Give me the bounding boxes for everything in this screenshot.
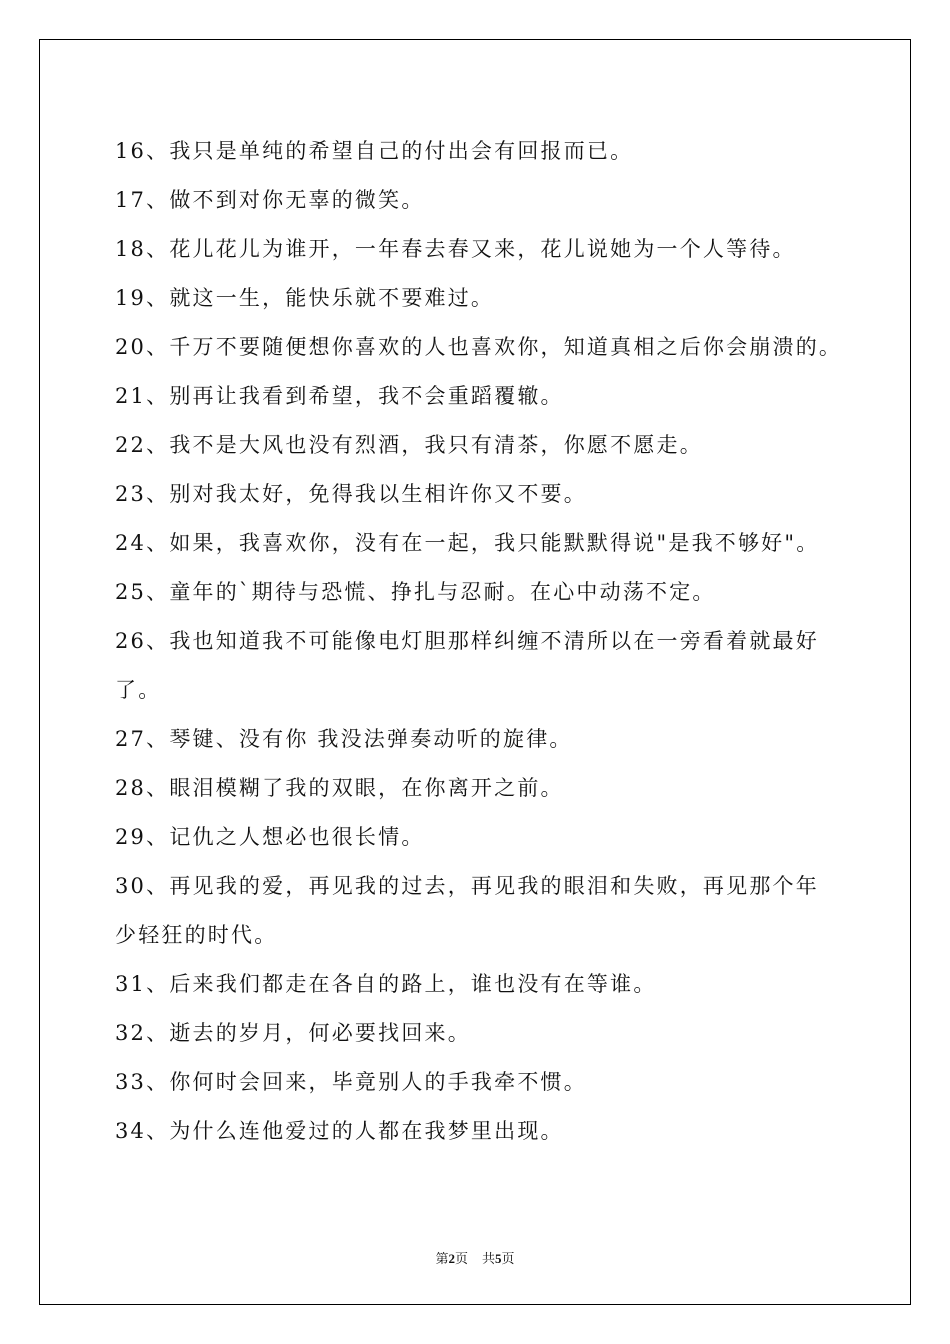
page-unit: 页 — [454, 1251, 468, 1266]
page-total: 5 — [495, 1251, 502, 1266]
text-line: 32、逝去的岁月，何必要找回来。 — [115, 1021, 471, 1045]
text-line: 了。 — [115, 678, 162, 702]
document-body — [115, 131, 855, 1160]
text-line: 33、你何时会回来，毕竟别人的手我牵不惯。 — [115, 1070, 587, 1094]
text-line: 24、如果，我喜欢你，没有在一起，我只能默默得说"是我不够好"。 — [115, 531, 820, 555]
text-line: 26、我也知道我不可能像电灯胆那样纠缠不清所以在一旁看着就最好 — [115, 629, 819, 653]
text-line: 31、后来我们都走在各自的路上，谁也没有在等谁。 — [115, 972, 657, 996]
total-unit: 页 — [501, 1251, 515, 1266]
text-line: 23、别对我太好，免得我以生相许你又不要。 — [115, 482, 587, 506]
text-line: 22、我不是大风也没有烈酒，我只有清茶，你愿不愿走。 — [115, 433, 703, 457]
text-line: 17、做不到对你无辜的微笑。 — [115, 188, 425, 212]
text-line: 34、为什么连他爱过的人都在我梦里出现。 — [115, 1119, 564, 1143]
text-line: 16、我只是单纯的希望自己的付出会有回报而已。 — [115, 139, 634, 163]
text-line: 18、花儿花儿为谁开，一年春去春又来，花儿说她为一个人等待。 — [115, 237, 796, 261]
page-footer — [0, 1248, 950, 1267]
text-line: 少轻狂的时代。 — [115, 923, 278, 947]
text-line: 27、琴键、没有你 我没法弹奏动听的旋律。 — [115, 727, 573, 751]
page-current: 2 — [448, 1251, 455, 1266]
text-line: 28、眼泪模糊了我的双眼，在你离开之前。 — [115, 776, 564, 800]
text-line: 19、就这一生，能快乐就不要难过。 — [115, 286, 495, 310]
text-line: 29、记仇之人想必也很长情。 — [115, 825, 425, 849]
total-prefix: 共 — [482, 1251, 496, 1266]
page-prefix: 第 — [435, 1251, 449, 1266]
text-line: 20、千万不要随便想你喜欢的人也喜欢你，知道真相之后你会崩溃的。 — [115, 335, 843, 359]
text-line: 30、再见我的爱，再见我的过去，再见我的眼泪和失败，再见那个年 — [115, 874, 819, 898]
text-line: 25、童年的`期待与恐慌、挣扎与忍耐。在心中动荡不定。 — [115, 580, 716, 604]
text-line: 21、别再让我看到希望，我不会重蹈覆辙。 — [115, 384, 564, 408]
